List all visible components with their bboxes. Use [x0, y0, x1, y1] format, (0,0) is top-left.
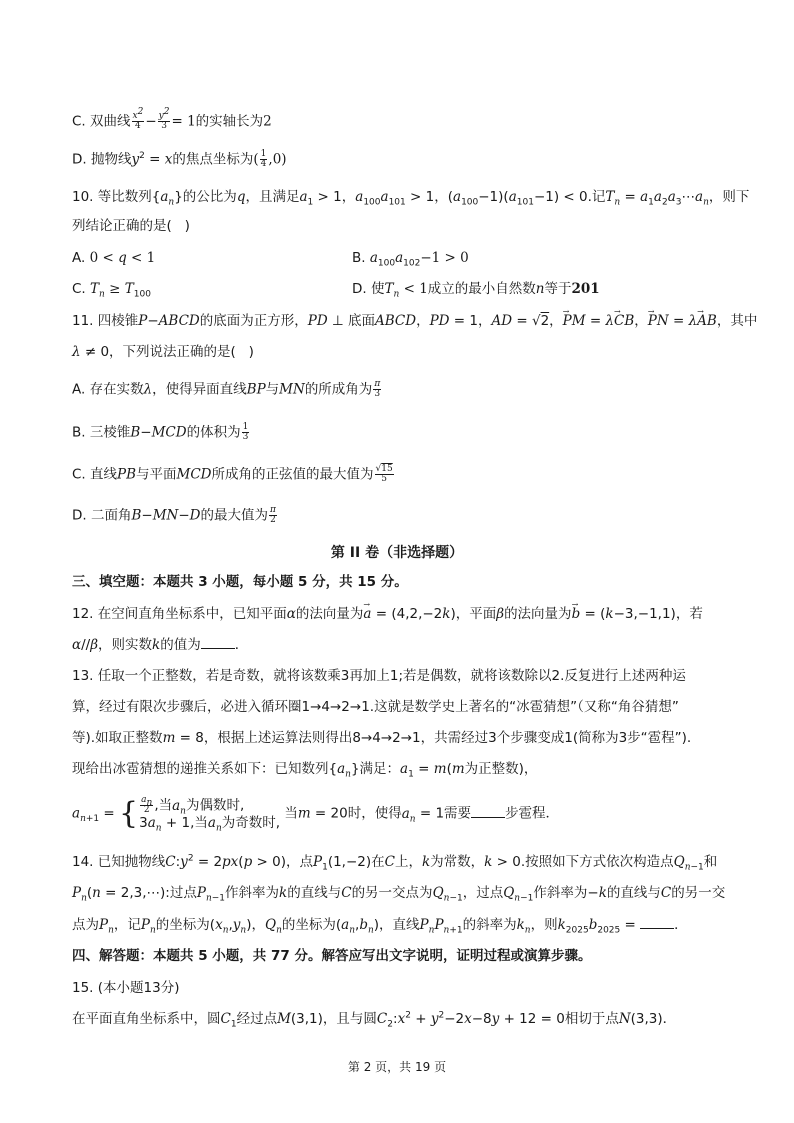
- question-11-cont: λ ≠ 0，下列说法正确的是( ): [72, 344, 254, 360]
- option-11c: C. 直线PB与平面MCD所成角的正弦值的最大值为 $\frac{√15}{5}$: [72, 464, 393, 484]
- question-13: 13. 任取一个正整数，若是奇数，就将该数乘3再加上1;若是偶数，就将该数除以2.反复进行上述两种运: [72, 668, 686, 684]
- question-11: 11. 四棱锥P−ABCD的底面为正方形，PD ⊥ 底面ABCD，PD = 1，AD = √2，→ PM = λ→ CB，→ PN = λ→ AB，其中: [72, 312, 734, 330]
- option-9d: D. 抛物线$y^2 = x$的焦点坐标为( $\frac{1}{4}$ ,0): [72, 149, 287, 169]
- option-11a: A. 存在实数λ，使得异面直线BP与MN的所成角为 $\frac{\pi}{3}$: [72, 379, 381, 399]
- answer-blank[interactable]: [201, 636, 235, 649]
- question-12-cont: α//β，则实数k的值为 ．: [72, 637, 249, 653]
- page-footer: 第 2 页，共 19 页: [347, 1060, 447, 1074]
- question-10-cont: 列结论正确的是( ): [72, 218, 190, 234]
- section-title: 第 II 卷（非选择题）: [330, 545, 464, 561]
- question-15-header: 15. (本小题13分): [72, 980, 180, 996]
- question-12: 12. 在空间直角坐标系中，已知平面α的法向量为→ a = (4,2,−2k)，平面β的法向量为→ b = (k−3,−1,1)，若: [72, 605, 734, 623]
- question-13-line3: 等).如取正整数m = 8，根据上述运算法则得出8→4→2→1，共需经过3个步骤变成1(简称为3步“雹程”).: [72, 730, 692, 746]
- question-13-recurrence: $a_{n+1}$ = { $\frac{a_n}{2}$ ,当$a_n$为偶数时, $3a_n + 1$,当$a_n$为奇数时, 当m = 20时，使得$a_n = 1$需要 步雹程．: [72, 795, 560, 834]
- question-15: 在平面直角坐标系中，圆$C_1$经过点M(3,1)，且与圆$C_2:x^2 + y^2-2x-8y + 12 = 0$相切于点N(3,3)．: [72, 1010, 677, 1030]
- option-10a: A. 0 < q < 1: [72, 250, 156, 266]
- section-3-header: 三、填空题：本题共 3 小题，每小题 5 分，共 15 分。: [72, 574, 408, 590]
- question-13-line4: 现给出冰雹猜想的递推关系如下：已知数列$\{a_n\}$满足：$a_1 = m(m$为正整数)，: [72, 761, 538, 780]
- option-11b: B. 三棱锥B−MCD的体积为 $\frac{1}{3}$: [72, 422, 249, 442]
- answer-blank[interactable]: [471, 805, 505, 818]
- answer-blank[interactable]: [640, 916, 674, 929]
- question-13-line2: 算，经过有限次步骤后，必进入循环圈1→4→2→1.这就是数学史上著名的“冰雹猜想”（又称“角谷猜想”: [72, 699, 679, 715]
- question-14-line3: 点为$P_n$，记$P_n$的坐标为$(x_n,y_n)$，$Q_n$的坐标为$(a_n,b_n)$，直线$P_nP_{n+1}$的斜率为$k_n$，则$k_{2025}b_{2025}$ = ．: [72, 917, 688, 936]
- option-10d: D. 使$T_n < 1$成立的最小自然数n等于201: [352, 281, 600, 300]
- option-11d: D. 二面角B−MN−D的最大值为 $\frac{\pi}{2}$: [72, 505, 276, 525]
- question-14-line2: $P_n(n$ = 2,3,⋯):过点$P_{n-1}$作斜率为k的直线与C的另一交点为$Q_{n-1}$，过点$Q_{n-1}$作斜率为−k的直线与C的另一交: [72, 885, 726, 904]
- option-9c: C. 双曲线 $\frac{x^2}{4}$ − $\frac{y^2}{3}$ = 1的实轴长为2: [72, 107, 272, 131]
- question-10: 10. 等比数列$\{a_n\}$的公比为q，且满足$a_1 > 1$，$a_{100}a_{101} > 1$，$(a_{100}-1)(a_{101}-1) < 0$.记$T_n$ = $a_1a_2a_3\cdots a_n$，则下: [72, 189, 750, 208]
- section-4-header: 四、解答题：本题共 5 小题，共 77 分。解答应写出文字说明，证明过程或演算步骤。: [72, 948, 592, 964]
- option-10c: C. $T_n \ge T_{100}$: [72, 281, 151, 300]
- question-14: 14. 已知抛物线$C:y^2 = 2px(p > 0)$，点$P_1(1,-2)$在C上，k为常数，k > 0.按照如下方式依次构造点$Q_{n-1}$和: [72, 853, 718, 873]
- option-10b: B. $a_{100}a_{102}-1 > 0$: [352, 250, 469, 269]
